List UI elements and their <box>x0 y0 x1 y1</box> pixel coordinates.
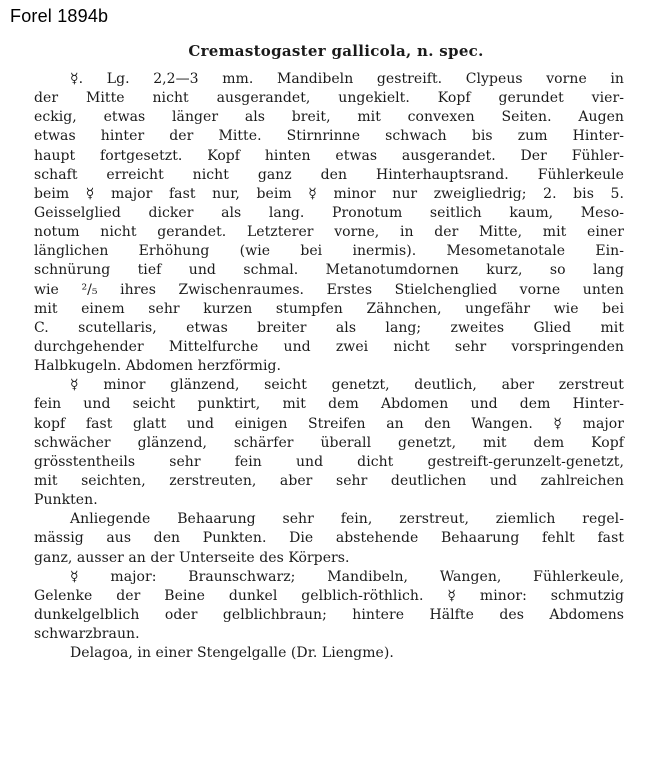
species-title: Cremastogaster gallicola, n. spec. <box>188 42 484 60</box>
text-line: kopf fast glatt und einigen Streifen an den Wangen. ☿ major <box>34 415 624 432</box>
text-line: schwächer glänzend, schärfer überall genetzt, mit dem Kopf <box>34 434 624 451</box>
text-line: mässig aus den Punkten. Die abstehende Behaarung fehlt fast <box>34 530 624 547</box>
text-line: ☿ minor glänzend, seicht genetzt, deutlich, aber zerstreut <box>70 377 624 394</box>
text-line: haupt fortgesetzt. Kopf hinten etwas ausgerandet. Der Fühler- <box>34 147 624 164</box>
paragraph-colour <box>34 568 624 645</box>
text-line: mit einem sehr kurzen stumpfen Zähnchen, ungefähr wie bei <box>34 300 624 317</box>
text-line: fein und seicht punktirt, mit dem Abdomen und dem Hinter- <box>34 396 624 413</box>
text-line: länglichen Erhöhung (wie bei inermis). Mesometanotale Ein- <box>34 243 624 260</box>
text-line: schwarzbraun. <box>34 626 140 643</box>
paragraph-locality <box>34 644 624 663</box>
reference-label: Forel 1894b <box>10 6 109 26</box>
text-line: Geisselglied dicker als lang. Pronotum seitlich kaum, Meso- <box>34 204 624 221</box>
text-line: Delagoa, in einer Stengelgalle (Dr. Liengme). <box>70 645 394 662</box>
text-line: dunkelgelblich oder gelblichbraun; hintere Hälfte des Abdomens <box>34 606 624 623</box>
text-line: ☿ major: Braunschwarz; Mandibeln, Wangen, Fühlerkeule, <box>70 568 624 585</box>
text-line: ganz, ausser an der Unterseite des Körpers. <box>34 549 350 566</box>
paragraph-pilosity <box>34 510 624 567</box>
text-line: wie ²/₅ ihres Zwischenraumes. Erstes Stielchenglied vorne unten <box>34 281 624 298</box>
text-line: beim ☿ major fast nur, beim ☿ minor nur zweigliedrig; 2. bis 5. <box>34 185 624 202</box>
text-line: schaft erreicht nicht ganz den Hinterhauptsrand. Fühlerkeule <box>34 166 624 183</box>
paragraph-sculpture <box>34 376 624 510</box>
paragraph-description <box>34 70 624 376</box>
text-line: Gelenke der Beine dunkel gelblich-röthlich. ☿ minor: schmutzig <box>34 587 624 604</box>
text-line: ☿. Lg. 2,2—3 mm. Mandibeln gestreift. Clypeus vorne in <box>70 71 624 87</box>
text-line: schnürung tief und schmal. Metanotumdornen kurz, so lang <box>34 262 624 279</box>
text-line: grösstentheils sehr fein und dicht gestreift-gerunzelt-genetzt, <box>34 453 624 470</box>
text-line: Anliegende Behaarung sehr fein, zerstreut, ziemlich regel- <box>70 511 624 528</box>
text-line: etwas hinter der Mitte. Stirnrinne schwach bis zum Hinter- <box>34 128 624 145</box>
text-line: eckig, etwas länger als breit, mit convexen Seiten. Augen <box>34 109 624 126</box>
text-line: Punkten. <box>34 492 98 509</box>
text-line: Halbkugeln. Abdomen herzförmig. <box>34 358 282 375</box>
description-body <box>34 70 624 663</box>
text-line: C. scutellaris, etwas breiter als lang; zweites Glied mit <box>34 319 624 336</box>
text-line: der Mitte nicht ausgerandet, ungekielt. Kopf gerundet vier- <box>34 90 624 107</box>
text-line: mit seichten, zerstreuten, aber sehr deutlichen und zahlreichen <box>34 472 624 489</box>
text-line: durchgehender Mittelfurche und zwei nicht sehr vorspringenden <box>34 338 624 355</box>
text-line: notum nicht gerandet. Letzterer vorne, in der Mitte, mit einer <box>34 224 624 241</box>
